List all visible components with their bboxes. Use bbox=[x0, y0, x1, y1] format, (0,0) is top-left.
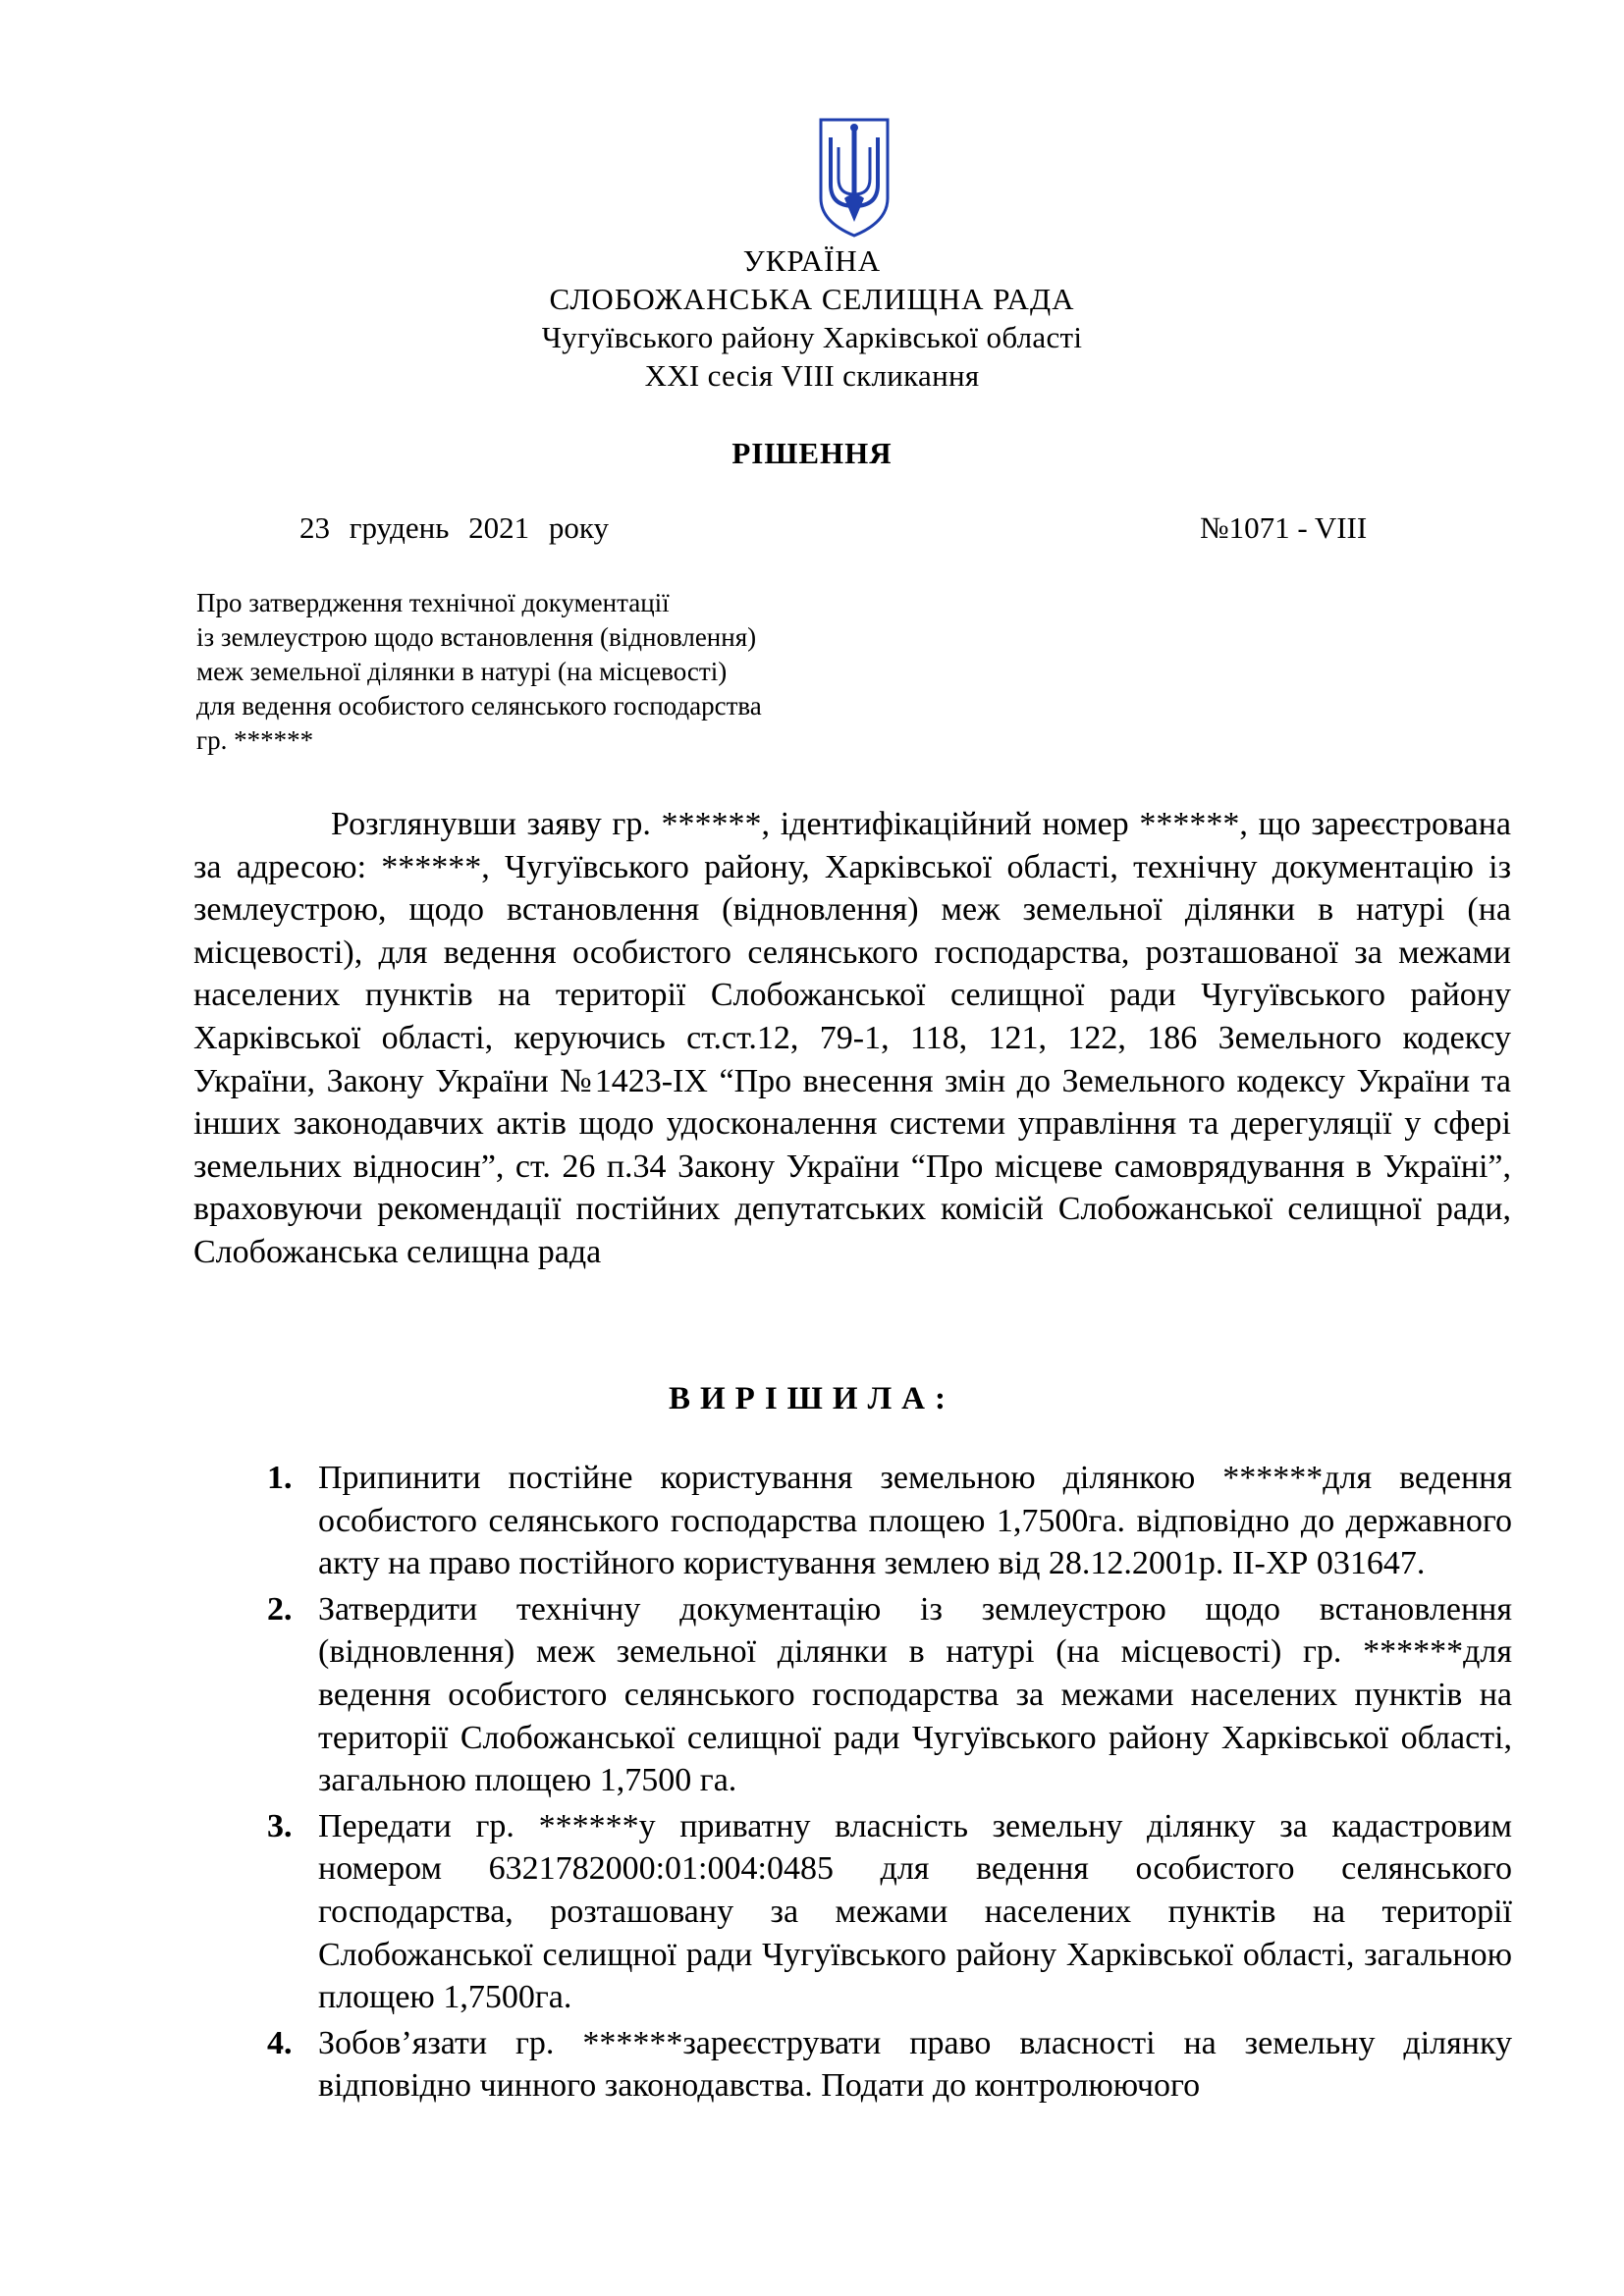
item-text: Затвердити технічну документацію із землеустрою щодо встановлення (відновлення) меж земельної ділянки в натурі (на місцевості) гр. ******для ведення особистого селянського господарства за межами населених пунктів на території Слобожанської селищної ради Чугуївського району Харківської області, загальною площею 1,7500 га. bbox=[318, 1590, 1512, 1799]
decision-item bbox=[267, 1588, 1512, 1802]
subject-line: із землеустрою щодо встановлення (відновлення) bbox=[196, 622, 757, 652]
decision-number: №1071 - VIII bbox=[1200, 510, 1368, 545]
item-number: 3. bbox=[267, 1807, 293, 1844]
decision-item bbox=[267, 1805, 1512, 2019]
district-name: Чугуївського району Харківської області bbox=[541, 320, 1083, 354]
item-text: Передати гр. ******у приватну власність земельну ділянку за кадастровим номером 6321782000:01:004:0485 для ведення особистого селянського господарства, розташовану за межами населених пунктів на території Слобожанської селищної ради Чугуївського району Харківської області, загальною площею 1,7500га. bbox=[318, 1807, 1512, 2016]
item-number: 2. bbox=[267, 1590, 293, 1628]
country-name: УКРАЇНА bbox=[742, 243, 882, 278]
decision-heading: ВИРІШИЛА: bbox=[669, 1381, 955, 1416]
subject-line: для ведення особистого селянського господарства bbox=[196, 691, 762, 721]
council-name: СЛОБОЖАНСЬКА СЕЛИЩНА РАДА bbox=[549, 282, 1075, 316]
subject-line: Про затвердження технічної документації bbox=[196, 588, 670, 617]
session-info: XXI сесія VIII скликання bbox=[644, 358, 980, 393]
preamble-paragraph: Розглянувши заяву гр. ******, ідентифікаційний номер ******, що зареєстрована за адресою: ******, Чугуївського району, Харківської області, технічну документацію із землеустрою, щодо встановлення (відновлення) меж земельної ділянки в натурі (на місцевості), для ведення особистого селянського господарства, розташованої за межами населених пунктів на території Слобожанської селищної ради Чугуївського району Харківської області, керуючись ст.ст.12, 79-1, 118, 121, 122, 186 Земельного кодексу України, Закону України №1423-IX “Про внесення змін до Земельного кодексу України та інших законодавчих актів щодо удосконалення системи управління та дерегуляції у сфері земельних відносин”, ст. 26 п.34 Закону України “Про місцеве самоврядування в Україні”, враховуючи рекомендації постійних депутатських комісій Слобожанської селищної ради, Слобожанська селищна рада bbox=[193, 806, 1511, 1270]
decision-item bbox=[267, 2022, 1512, 2108]
document-title: РІШЕННЯ bbox=[731, 436, 893, 470]
subject-line: гр. ****** bbox=[196, 725, 314, 755]
coat-of-arms-icon bbox=[817, 116, 892, 240]
decision-item bbox=[267, 1457, 1512, 1585]
item-number: 1. bbox=[267, 1460, 293, 1496]
item-text: Зобов’язати гр. ******зареєструвати право власності на земельну ділянку відповідно чинного законодавства. Подати до контролюючого bbox=[318, 2024, 1512, 2105]
decision-subject bbox=[196, 586, 903, 758]
subject-line: меж земельної ділянки в натурі (на місцевості) bbox=[196, 657, 728, 686]
item-text: Припинити постійне користування земельною ділянкою ******для ведення особистого селянського господарства площею 1,7500га. відповідно до державного акту на право постійного користування землею від 28.12.2001р. ІІ-ХР 031647. bbox=[318, 1460, 1512, 1582]
item-number: 4. bbox=[267, 2024, 293, 2061]
decision-items bbox=[267, 1457, 1512, 2110]
document-header bbox=[0, 241, 1624, 395]
decision-date: 23 грудень 2021 року bbox=[299, 510, 609, 545]
